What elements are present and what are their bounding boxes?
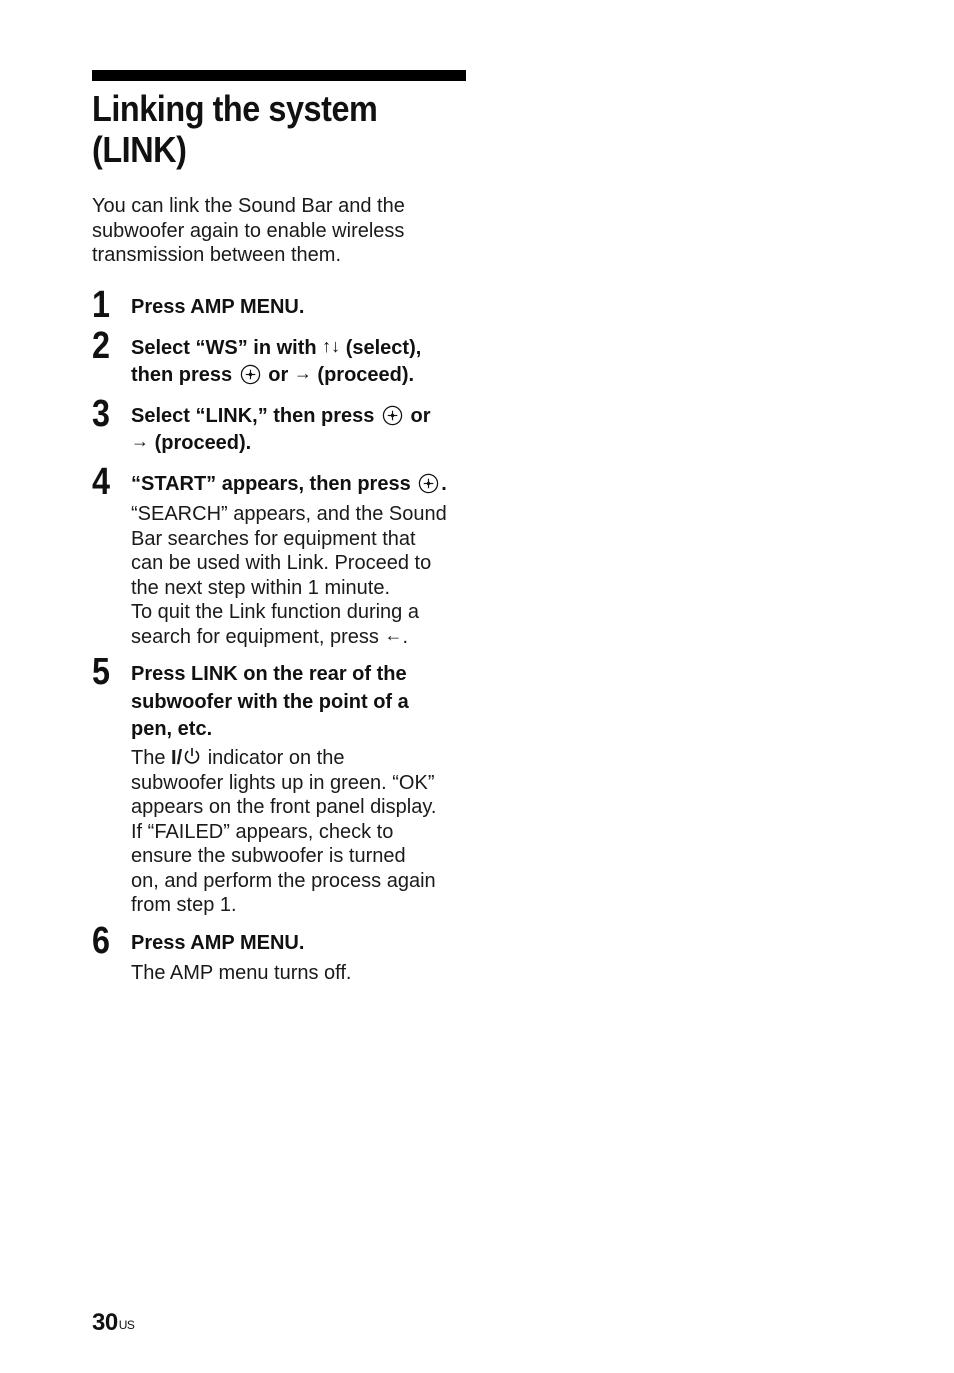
step-heading-text: pen, etc. <box>131 718 213 740</box>
step-body <box>131 502 476 649</box>
step-heading-text: or <box>268 364 289 386</box>
power-prefix: I/ <box>171 747 183 769</box>
step-number: 5 <box>92 651 110 693</box>
intro-line2: subwoofer again to enable wireless <box>92 219 405 242</box>
up-arrow-icon: ↑ <box>322 336 332 356</box>
step-number: 2 <box>92 325 110 367</box>
step-heading-text: . <box>441 473 447 495</box>
step-heading <box>131 661 476 744</box>
power-indicator-icon <box>171 747 202 769</box>
intro-line1: You can link the Sound Bar and the <box>92 195 405 217</box>
page-number-suffix: US <box>118 1318 135 1332</box>
step-heading-text: (select), <box>345 337 422 359</box>
step-number: 6 <box>92 920 110 962</box>
step-number: 3 <box>92 393 110 435</box>
right-arrow-icon: → <box>293 363 312 383</box>
step-body <box>131 746 476 918</box>
step-body-line: appears on the front panel display. <box>131 796 437 818</box>
page-number-value: 30 <box>92 1309 118 1336</box>
step-body-line: If “FAILED” appears, check to <box>131 820 394 843</box>
step-heading-text: Press LINK on the rear of the <box>131 663 407 685</box>
step-body-line: ensure the subwoofer is turned <box>131 845 406 867</box>
step-heading-text: Press AMP MENU. <box>131 296 305 318</box>
power-icon <box>182 746 202 766</box>
step-heading-text: subwoofer with the point of a <box>131 690 409 713</box>
page-title-line1: Linking the system <box>92 88 378 129</box>
step-heading <box>131 403 476 457</box>
title-rule <box>92 70 466 81</box>
step-body-line: subwoofer lights up in green. “OK” <box>131 771 435 794</box>
step-heading <box>131 294 476 321</box>
down-arrow-icon: ↓ <box>331 336 341 356</box>
step-body-line: indicator on the <box>207 747 345 769</box>
step-body <box>131 961 476 986</box>
step-body-line: The <box>131 747 166 769</box>
step-heading-text: (proceed). <box>317 364 415 386</box>
step-body-line: The AMP menu turns off. <box>131 962 352 984</box>
step-body-line: from step 1. <box>131 894 237 916</box>
step-heading <box>131 471 476 498</box>
step-body-line: can be used with Link. Proceed to <box>131 552 432 574</box>
step-body-line: . <box>402 625 409 648</box>
step-number: 4 <box>92 461 110 503</box>
step-body-line: search for equipment, press <box>131 625 379 648</box>
right-arrow-icon: → <box>131 431 149 451</box>
step-heading-text: Press AMP MENU. <box>131 932 305 954</box>
step-body-line: the next step within 1 minute. <box>131 576 391 599</box>
step-body-line: To quit the Link function during a <box>131 601 419 623</box>
enter-button-icon <box>382 405 403 426</box>
step-heading-text: (proceed). <box>154 432 252 454</box>
step-heading <box>131 930 476 957</box>
step-heading-text: “START” appears, then press <box>131 473 411 495</box>
step-body-line: “SEARCH” appears, and the Sound <box>131 503 447 525</box>
step-heading <box>131 335 476 389</box>
page-number <box>92 1308 134 1338</box>
step-heading-text: or <box>410 405 431 427</box>
step-body-line: Bar searches for equipment that <box>131 527 416 550</box>
back-arrow-icon: ← <box>384 624 403 645</box>
intro-paragraph <box>92 194 472 268</box>
step-heading-text: Select “LINK,” then press <box>131 405 375 427</box>
enter-button-icon <box>418 473 439 494</box>
step-body-line: on, and perform the process again <box>131 869 436 892</box>
intro-line3: transmission between them. <box>92 244 342 266</box>
step-heading-text: Select “WS” in with <box>131 337 317 359</box>
enter-button-icon <box>240 364 261 385</box>
page-title-line2: (LINK) <box>92 129 187 170</box>
page-title <box>92 88 434 170</box>
step-number: 1 <box>92 284 110 326</box>
step-heading-text: then press <box>131 364 233 386</box>
